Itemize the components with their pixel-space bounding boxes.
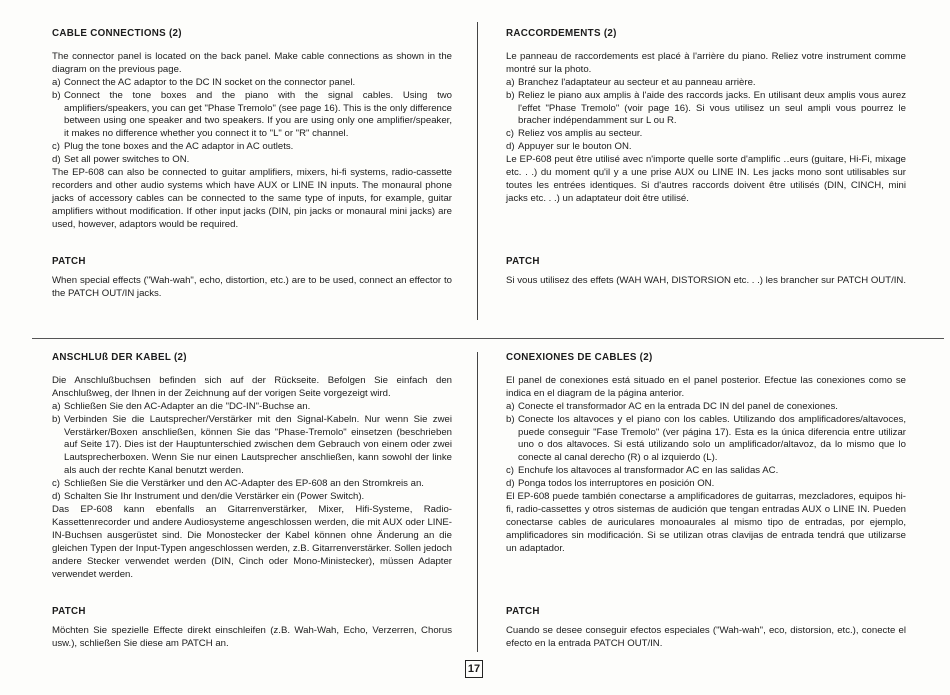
step-text: Schalten Sie Ihr Instrument und den/die Verstärker ein (Power Switch). bbox=[64, 491, 365, 503]
body-text: Das EP-608 kann ebenfalls an Gitarrenverstärker, Mixer, Hifi-Systeme, Radio-Kassettenrecorder und andere Audiosysteme angeschlossen werden, die mit AUX oder LINE-IN-Buchsen ausgerüstet sind. Die Monostecker der Kabel können ohne Änderung an die gleichen Typen der Input-Typen angeschlossen werden, z.B. Gitarrenverstärker. Sollen jedoch andere Stecker verwendet werden (DIN, Cinch oder Mono-Ministecker), müssen Adapter verwendet werden. bbox=[52, 503, 452, 580]
divider-horizontal bbox=[32, 338, 944, 339]
step-text: Reliez vos amplis au secteur. bbox=[518, 128, 643, 140]
step-text: Conecte los altavoces y el piano con los cables. Utilizando dos amplificadores/altavoces, puede conseguir "Fase Tremolo" (ver página 17). Esta es la única diferencia entre utilizar uno o dos altavoces. Si está utilizando solo un amplificador/altavoz, da lo mismo que lo conecte al canal derecho (R) o al izquierdo (L). bbox=[518, 413, 906, 464]
step-marker: b) bbox=[506, 413, 515, 425]
step-text: Connect the AC adaptor to the DC IN socket on the connector panel. bbox=[64, 76, 356, 88]
intro-text: Le panneau de raccordements est placé à l'arrière du piano. Reliez votre instrument comme montré sur la photo. bbox=[506, 50, 906, 75]
section-title: ANSCHLUß DER KABEL (2) bbox=[52, 352, 187, 363]
patch-text: Cuando se desee conseguir efectos especiales ("Wah-wah", eco, distorsion, etc.), conecte el efecto en la entrada PATCH OUT/IN. bbox=[506, 625, 906, 649]
step-text: Schließen Sie den AC-Adapter an die "DC-IN"-Buchse an. bbox=[64, 400, 311, 412]
section-english bbox=[52, 28, 452, 323]
step-text: Enchufe los altavoces al transformador AC en las salidas AC. bbox=[518, 465, 779, 477]
step-list bbox=[52, 77, 452, 167]
page-number: 17 bbox=[465, 660, 483, 678]
step-text: Conecte el transformador AC en la entrada DC IN del panel de conexiones. bbox=[518, 400, 838, 412]
step-marker: c) bbox=[506, 128, 514, 140]
section-french bbox=[506, 28, 906, 323]
section-title: CABLE CONNECTIONS (2) bbox=[52, 28, 182, 39]
step-text: Schließen Sie die Verstärker und den AC-Adapter des EP-608 an den Stromkreis an. bbox=[64, 478, 424, 490]
step-item bbox=[52, 414, 452, 479]
step-item bbox=[506, 401, 906, 414]
step-item bbox=[506, 90, 906, 129]
step-item bbox=[506, 414, 906, 466]
step-list bbox=[52, 401, 452, 504]
step-marker: c) bbox=[506, 465, 514, 477]
step-marker: c) bbox=[52, 141, 60, 153]
step-item bbox=[506, 77, 906, 90]
step-item bbox=[52, 141, 452, 154]
step-item bbox=[52, 491, 452, 504]
step-item bbox=[506, 128, 906, 141]
step-text: Reliez le piano aux amplis à l'aide des raccords jacks. En utilisant deux amplis vous aurez l'effet "Phase Tremolo" (voir page 16). Si vous utilisez un seul ampli vous pourrez le bracher indépendamment sur L ou R. bbox=[518, 89, 906, 127]
patch-title: PATCH bbox=[52, 256, 86, 267]
body-text: El EP-608 puede también conectarse a amplificadores de guitarras, mezcladores, equipos hi-fi, radio-cassettes y otros sistemas de audición que tengan entradas AUX o LINE IN. Pueden conectarse cables de auriculares monoaurales al mismo tipo de entradas, por ejemplo, amplificadores sin modificación. Si se utilizan otras clavijas de entrada tendrá que utilizarse un adaptador. bbox=[506, 491, 906, 554]
patch-text: Möchten Sie spezielle Effecte direkt einschleifen (z.B. Wah-Wah, Echo, Verzerren, Chorus usw.), schließen Sie diese am PATCH an. bbox=[52, 625, 452, 649]
body-text: The EP-608 can also be connected to guitar amplifiers, mixers, hi-fi systems, radio-cassette recorders and other audio systems which have AUX or LINE IN inputs. The monaural phone jacks of accessory cables can be connected to the same type of inputs, for example, guitar amplifiers without modification. If other input jacks (DIN, pin jacks or monaural mini jacks) are used, however, adaptors would be required. bbox=[52, 167, 452, 230]
section-title: CONEXIONES DE CABLES (2) bbox=[506, 352, 653, 363]
step-list bbox=[506, 77, 906, 154]
intro-text: Die Anschlußbuchsen befinden sich auf der Rückseite. Befolgen Sie einfach den Anschlußweg, der Ihnen in der Zeichnung auf der vorigen Seite vorgezeigt wird. bbox=[52, 374, 452, 399]
step-item bbox=[506, 465, 906, 478]
step-text: Verbinden Sie die Lautsprecher/Verstärker mit den Signal-Kabeln. Nur wenn Sie zwei Verstärker/Boxen anschließen, können Sie das "Phase-Tremolo" einsetzen (beschrieben auf Seite 17). Dies ist der Hauptunterschied zwischen dem Gebrauch von einem oder zwei Lautsprecherboxen. Wenn Sie nur einen Lautsprecher anschließen, kann sowohl der linke als auch der rechte Kanal benutzt werden. bbox=[64, 413, 452, 477]
step-marker: b) bbox=[52, 413, 61, 425]
intro-text: El panel de conexiones está situado en el panel posterior. Efectue las conexiones como se indica en el diagram de la página anterior. bbox=[506, 374, 906, 399]
step-marker: b) bbox=[506, 89, 515, 101]
patch-title: PATCH bbox=[506, 256, 540, 267]
step-item bbox=[52, 478, 452, 491]
step-marker: d) bbox=[506, 141, 515, 153]
step-item bbox=[52, 90, 452, 142]
step-marker: d) bbox=[52, 491, 61, 503]
section-title: RACCORDEMENTS (2) bbox=[506, 28, 617, 39]
step-text: Plug the tone boxes and the AC adaptor in AC outlets. bbox=[64, 141, 294, 153]
body-text: Le EP-608 peut être utilisé avec n'importe quelle sorte d'amplific ‥eurs (guitare, Hi-Fi, mixage etc. . .) du moment qu'il y a une prise AUX ou LINE IN. Les jacks mono sont utilisables sur toutes les entrées identiques. Si d'autres raccords doivent être utilisés (DIN, CINCH, mini jacks etc. . .) un adaptateur doit être utilisé. bbox=[506, 154, 906, 204]
step-marker: a) bbox=[506, 76, 515, 88]
step-item bbox=[52, 154, 452, 167]
step-text: Set all power switches to ON. bbox=[64, 154, 190, 166]
step-item bbox=[52, 77, 452, 90]
patch-text: Si vous utilisez des effets (WAH WAH, DISTORSION etc. . .) les brancher sur PATCH OUT/IN. bbox=[506, 275, 907, 286]
step-marker: d) bbox=[52, 154, 61, 166]
step-item bbox=[52, 401, 452, 414]
step-marker: b) bbox=[52, 89, 61, 101]
step-marker: a) bbox=[52, 76, 61, 88]
step-marker: a) bbox=[506, 400, 515, 412]
step-marker: a) bbox=[52, 400, 61, 412]
step-text: Ponga todos los interruptores en posición ON. bbox=[518, 478, 715, 490]
step-text: Connect the tone boxes and the piano with the signal cables. Using two amplifiers/speakers, you can get "Phase Tremolo" (see page 16). This is the only difference between using one speaker and two speakers. If you are using only one amplifier/speaker, it makes no difference whether you connect it to "L" or "R" channel. bbox=[64, 89, 452, 140]
patch-title: PATCH bbox=[506, 606, 540, 617]
step-marker: d) bbox=[506, 478, 515, 490]
step-text: Branchez l'adaptateur au secteur et au panneau arrière. bbox=[518, 76, 756, 88]
step-marker: c) bbox=[52, 478, 60, 490]
patch-title: PATCH bbox=[52, 606, 86, 617]
divider-vertical-bottom bbox=[477, 352, 478, 652]
step-list bbox=[506, 401, 906, 491]
intro-text: The connector panel is located on the back panel. Make cable connections as shown in the diagram on the previous page. bbox=[52, 50, 452, 75]
section-german bbox=[52, 352, 452, 657]
step-item bbox=[506, 141, 906, 154]
patch-text: When special effects ("Wah-wah", echo, distortion, etc.) are to be used, connect an effector to the PATCH OUT/IN jacks. bbox=[52, 275, 452, 299]
divider-vertical-top bbox=[477, 22, 478, 320]
step-item bbox=[506, 478, 906, 491]
step-text: Appuyer sur le bouton ON. bbox=[518, 141, 632, 153]
section-spanish bbox=[506, 352, 906, 657]
